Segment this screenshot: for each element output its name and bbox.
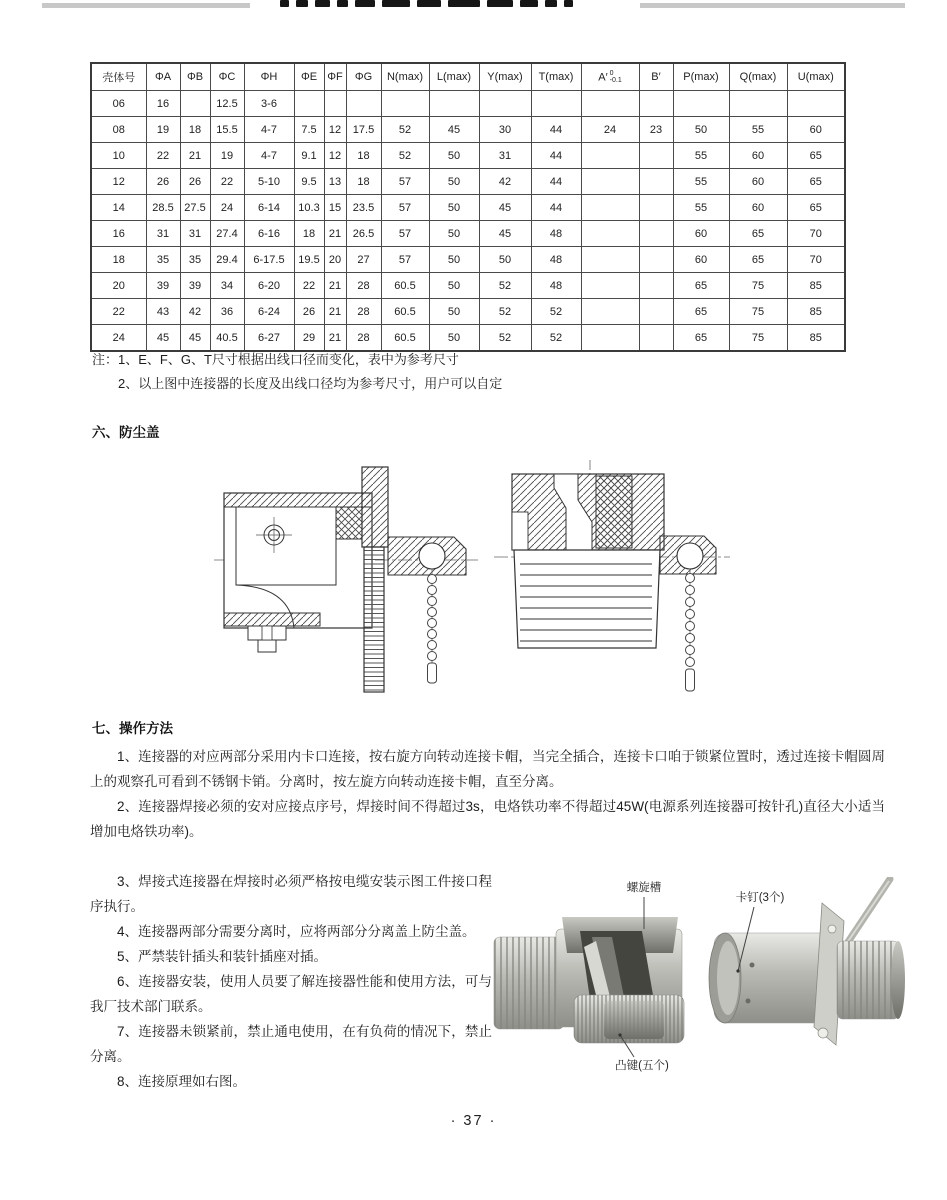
table-cell [787,91,845,117]
table-cell: 65 [787,143,845,169]
chain-right [686,569,695,691]
section-title-dust-cover: 六、防尘盖 [92,425,160,440]
table-cell: 31 [479,143,531,169]
page-number: · 37 · [450,1113,497,1129]
table-cell: 70 [787,247,845,273]
table-row [91,195,845,221]
table-cell: 45 [429,117,479,143]
table-cell: 12 [324,143,346,169]
table-cell: 50 [429,247,479,273]
table-row [91,221,845,247]
table-cell: 57 [381,195,429,221]
table-row [91,143,845,169]
table-cell [639,91,673,117]
col-header-phiF: ΦF [324,63,346,91]
table-cell: 24 [581,117,639,143]
table-cell: 35 [180,247,210,273]
table-cell [180,91,210,117]
col-header-N: N(max) [381,63,429,91]
col-header-phiA: ΦA [146,63,180,91]
table-cell: 22 [294,273,324,299]
table-cell: 08 [91,117,146,143]
table-cell: 50 [429,221,479,247]
table-cell: 29 [294,325,324,352]
table-cell: 23.5 [346,195,381,221]
clipped-title-fragments [280,0,620,9]
table-cell: 70 [787,221,845,247]
table-cell: 18 [91,247,146,273]
clipped-page-header [0,0,947,12]
col-header-phiC: ΦC [210,63,244,91]
operation-paragraph-7: 7、连接器未锁紧前，禁止通电使用，在有负荷的情况下，禁止分离。 [90,1024,492,1064]
operation-paragraph-2: 2、连接器焊接必须的安对应接点序号，焊接时间不得超过3s，电烙铁功率不得超过45W(电源系列连接器可按针孔)直径大小适当增加电烙铁功率)。 [90,799,885,839]
table-cell: 44 [531,169,581,195]
table-cell: 65 [787,195,845,221]
col-header-phiB: ΦB [180,63,210,91]
table-cell [581,247,639,273]
table-cell: 75 [729,299,787,325]
table-cell [581,221,639,247]
table-cell: 18 [180,117,210,143]
table-cell [479,91,531,117]
operation-paragraph-5: 5、严禁装针插头和装针插座对插。 [117,949,328,964]
table-cell: 85 [787,273,845,299]
table-cell: 23 [639,117,673,143]
table-cell: 19 [210,143,244,169]
table-cell: 4-7 [244,117,294,143]
table-cell: 85 [787,325,845,352]
table-cell: 40.5 [210,325,244,352]
label-clamp-pins: 卡钉(3个) [735,892,785,904]
table-cell: 52 [479,325,531,352]
col-header-L: L(max) [429,63,479,91]
table-cell: 50 [429,273,479,299]
table-cell: 48 [531,247,581,273]
table-cell: 48 [531,273,581,299]
table-cell: 55 [673,195,729,221]
table-cell [639,299,673,325]
table-cell: 39 [146,273,180,299]
table-cell: 6-17.5 [244,247,294,273]
table-cell: 50 [429,299,479,325]
connector-photo-column [492,869,890,1094]
table-cell: 9.5 [294,169,324,195]
table-cell: 65 [673,299,729,325]
table-cell: 22 [210,169,244,195]
chain-left [428,569,437,683]
table-cell: 45 [479,195,531,221]
table-cell: 65 [673,273,729,299]
table-cell: 42 [180,299,210,325]
table-cell: 55 [673,169,729,195]
table-cell: 24 [210,195,244,221]
table-cell: 18 [294,221,324,247]
operation-paragraph-6: 6、连接器安装，使用人员要了解连接器性能和使用方法，可与我厂技术部门联系。 [90,974,492,1014]
col-header-B: B′ [639,63,673,91]
table-cell [531,91,581,117]
dust-cover-drawing-right [492,460,732,708]
table-cell: 52 [531,325,581,352]
table-cell: 31 [146,221,180,247]
table-cell: 20 [324,247,346,273]
table-cell: 27.4 [210,221,244,247]
table-cell: 27 [346,247,381,273]
table-cell [581,169,639,195]
table-cell: 28 [346,273,381,299]
tolerance-lower: -0.1 [609,77,622,84]
col-header-P: P(max) [673,63,729,91]
table-cell: 9.1 [294,143,324,169]
table-cell: 6-24 [244,299,294,325]
table-cell: 60 [729,169,787,195]
operation-paragraph-1: 1、连接器的对应两部分采用内卡口连接，按右旋方向转动连接卡帽，当完全插合，连接卡口咱于锁紧位置时，透过连接卡帽圆周上的观察孔可看到不锈钢卡销。分离时，按左旋方向转动连接卡帽，直至分离。 [90,749,885,789]
table-cell: 15 [324,195,346,221]
table-row [91,247,845,273]
plug-cutaway-photo [494,917,684,1043]
note-line-2: 2、以上图中连接器的长度及出线口径均为参考尺寸，用户可以自定 [118,376,503,391]
table-cell: 50 [429,143,479,169]
tolerance-upper: 0 [609,69,614,77]
table-cell: 44 [531,117,581,143]
table-cell: 06 [91,91,146,117]
table-row [91,91,845,117]
col-header-phiH: ΦH [244,63,294,91]
table-cell: 52 [479,299,531,325]
table-cell: 65 [729,221,787,247]
table-cell [639,273,673,299]
header-rule-left [42,3,250,8]
table-cell: 50 [429,325,479,352]
col-header-U: U(max) [787,63,845,91]
table-cell: 12 [324,117,346,143]
table-cell: 24 [91,325,146,352]
col-header-Q: Q(max) [729,63,787,91]
table-cell: 60 [787,117,845,143]
table-cell: 5-10 [244,169,294,195]
table-cell: 6-27 [244,325,294,352]
table-cell: 42 [479,169,531,195]
table-cell: 30 [479,117,531,143]
table-cell: 28.5 [146,195,180,221]
operation-paragraph-4: 4、连接器两部分需要分离时，应将两部分分离盖上防尘盖。 [117,924,476,939]
label-keys: 凸键(五个) [615,1060,669,1072]
table-cell: 19 [146,117,180,143]
table-cell: 21 [180,143,210,169]
table-header-row [91,63,845,91]
table-cell: 50 [429,195,479,221]
table-cell: 60 [729,195,787,221]
section-title-operation: 七、操作方法 [92,721,173,736]
table-cell: 6-16 [244,221,294,247]
table-row [91,169,845,195]
table-cell: 65 [729,247,787,273]
table-cell: 26 [180,169,210,195]
table-body [91,91,845,352]
operation-paragraph-3: 3、焊接式连接器在焊接时必须严格按电缆安装示图工件接口程序执行。 [90,874,492,914]
note-line-1: 注：1、E、F、G、T尺寸根据出线口径而变化，表中为参考尺寸 [92,352,459,367]
operation-paragraph-8: 8、连接原理如右图。 [117,1074,247,1089]
table-cell: 60 [729,143,787,169]
connector-photo-figure [492,877,912,1077]
table-cell: 20 [91,273,146,299]
table-cell: 18 [346,143,381,169]
table-cell: 75 [729,273,787,299]
table-cell: 21 [324,221,346,247]
table-cell: 60 [673,221,729,247]
table-cell [639,169,673,195]
table-cell: 16 [146,91,180,117]
table-cell: 44 [531,195,581,221]
table-cell [429,91,479,117]
table-cell: 60 [673,247,729,273]
table-cell [581,299,639,325]
table-cell [639,195,673,221]
table-cell [581,195,639,221]
table-cell: 65 [673,325,729,352]
table-cell: 22 [91,299,146,325]
table-cell: 15.5 [210,117,244,143]
table-cell [639,325,673,352]
table-cell: 6-20 [244,273,294,299]
table-cell: 7.5 [294,117,324,143]
table-cell [639,247,673,273]
table-cell: 57 [381,221,429,247]
table-cell: 3-6 [244,91,294,117]
table-cell: 34 [210,273,244,299]
dimension-table [90,62,846,352]
table-cell: 52 [531,299,581,325]
table-cell [673,91,729,117]
table-cell: 16 [91,221,146,247]
table-cell: 19.5 [294,247,324,273]
table-cell [581,273,639,299]
table-cell: 55 [673,143,729,169]
table-row [91,273,845,299]
col-header-A-tolerance: A′ 0 -0.1 [581,63,639,91]
table-cell: 43 [146,299,180,325]
table-cell: 55 [729,117,787,143]
table-cell [581,325,639,352]
table-cell: 28 [346,299,381,325]
table-cell: 35 [146,247,180,273]
table-cell [581,91,639,117]
table-cell: 12 [91,169,146,195]
table-cell: 36 [210,299,244,325]
col-header-T: T(max) [531,63,581,91]
table-cell: 21 [324,325,346,352]
table-cell: 50 [479,247,531,273]
table-row [91,117,845,143]
table-cell: 44 [531,143,581,169]
table-cell: 45 [146,325,180,352]
operation-paragraphs-full [90,744,885,844]
table-cell [639,143,673,169]
table-cell: 26 [294,299,324,325]
table-cell: 45 [180,325,210,352]
table-notes [92,348,502,396]
table-cell: 10.3 [294,195,324,221]
table-cell [729,91,787,117]
table-cell [324,91,346,117]
table-cell: 39 [180,273,210,299]
table-cell: 52 [381,143,429,169]
table-cell: 27.5 [180,195,210,221]
table-cell: 65 [787,169,845,195]
table-cell: 14 [91,195,146,221]
dust-cover-drawing-left [212,463,482,708]
table-cell: 26 [146,169,180,195]
col-header-phiG: ΦG [346,63,381,91]
table-cell: 50 [429,169,479,195]
table-cell: 13 [324,169,346,195]
table-cell: 18 [346,169,381,195]
col-header-shell: 壳体号 [91,63,146,91]
table-cell: 52 [479,273,531,299]
table-cell: 60.5 [381,299,429,325]
table-cell: 48 [531,221,581,247]
table-cell [346,91,381,117]
table-cell: 21 [324,273,346,299]
table-cell: 10 [91,143,146,169]
table-cell: 21 [324,299,346,325]
table-cell: 17.5 [346,117,381,143]
table-cell [581,143,639,169]
table-cell: 50 [673,117,729,143]
table-cell: 45 [479,221,531,247]
table-cell [381,91,429,117]
label-spiral-groove: 螺旋槽 [626,882,662,894]
table-cell: 60.5 [381,273,429,299]
operation-two-column [90,869,890,1094]
operation-paragraphs-left [90,869,492,1094]
table-cell: 28 [346,325,381,352]
table-cell: 4-7 [244,143,294,169]
table-cell: 31 [180,221,210,247]
table-cell: 57 [381,247,429,273]
table-cell: 29.4 [210,247,244,273]
table-cell: 52 [381,117,429,143]
col-header-phiE: ΦE [294,63,324,91]
table-cell: 60.5 [381,325,429,352]
table-cell: 26.5 [346,221,381,247]
table-cell: 75 [729,325,787,352]
table-cell: 22 [146,143,180,169]
table-cell: 85 [787,299,845,325]
table-cell [294,91,324,117]
table-cell: 6-14 [244,195,294,221]
table-cell: 57 [381,169,429,195]
table-cell [639,221,673,247]
table-cell: 12.5 [210,91,244,117]
table-row [91,299,845,325]
col-header-Y: Y(max) [479,63,531,91]
header-rule-right [640,3,905,8]
